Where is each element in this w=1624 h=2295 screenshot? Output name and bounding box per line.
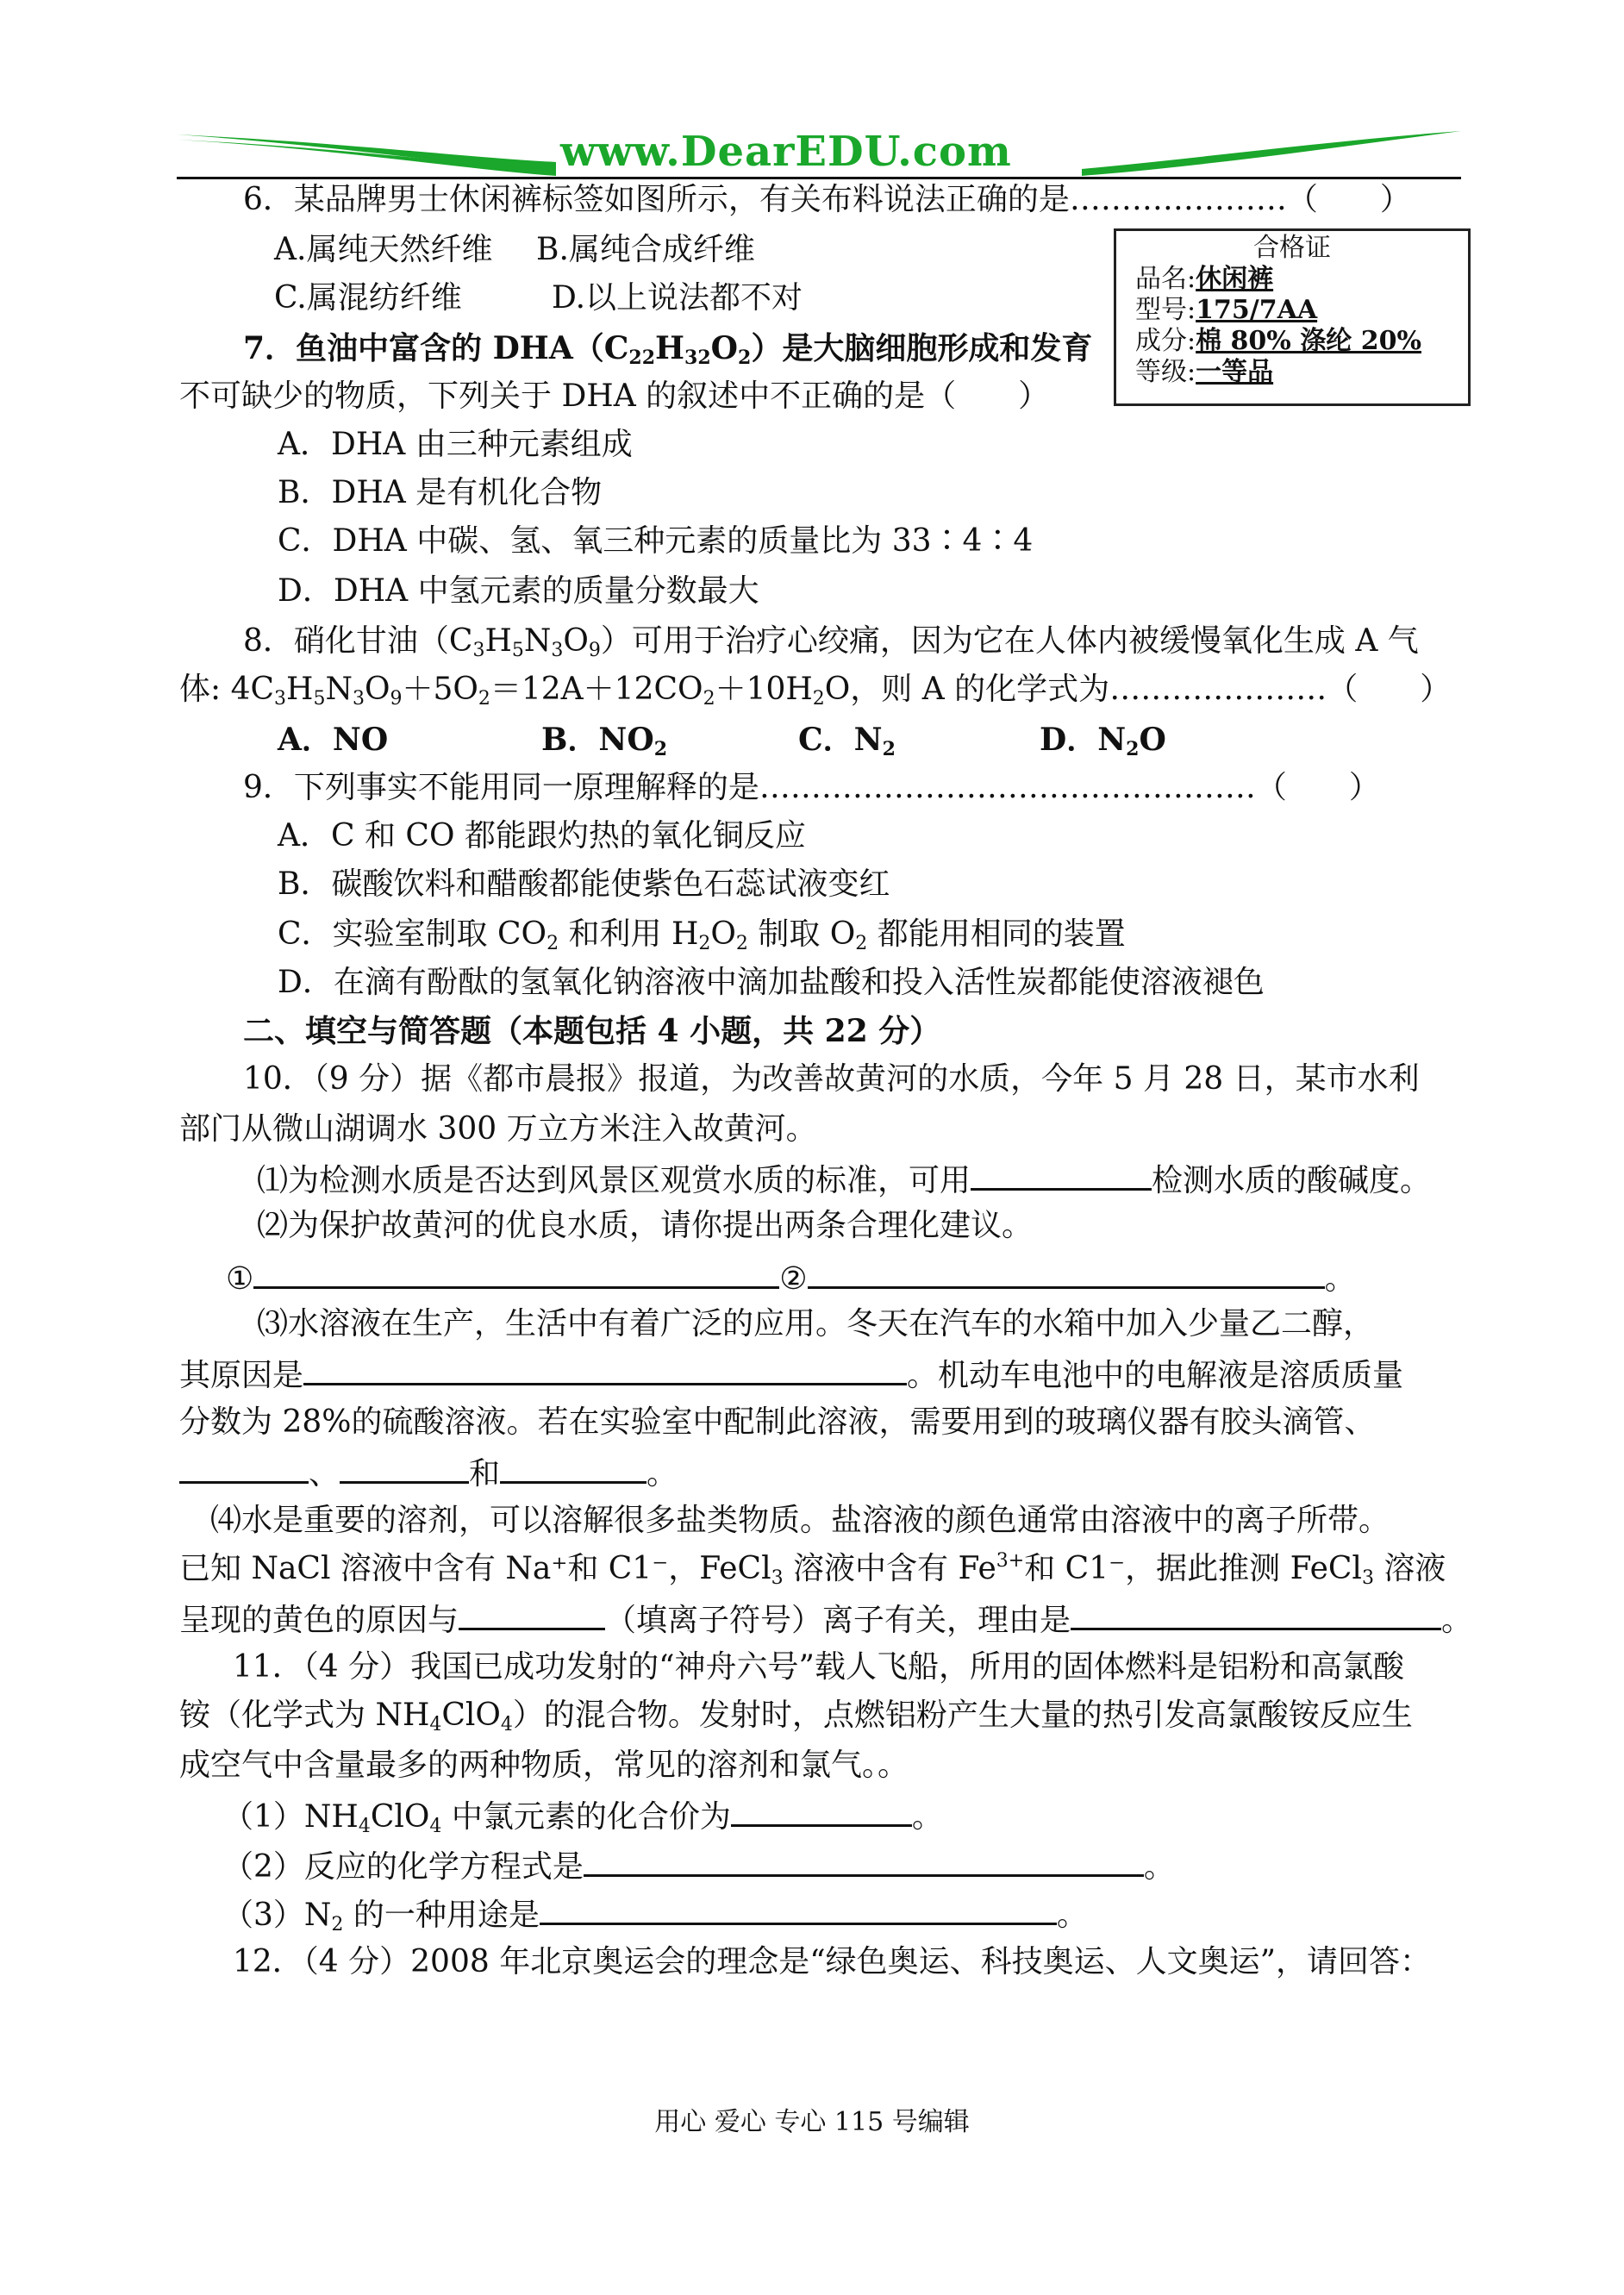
q10-part-3-line-2: 其原因是 。机动车电池中的电解液是溶质质量 xyxy=(179,1352,1403,1397)
q11-blank-valence[interactable] xyxy=(731,1793,912,1827)
q7-option-a: A．DHA 由三种元素组成 xyxy=(278,427,633,462)
q10-blank-suggestion-2[interactable] xyxy=(808,1255,1325,1289)
q12-stem: 12．（4 分）2008 年北京奥运会的理念是“绿色奥运、科技奥运、人文奥运”，请回答： xyxy=(233,1944,1432,1979)
q10-blank-ph-tool[interactable] xyxy=(971,1157,1152,1191)
q8-option-b: B．$NO_2$ xyxy=(541,722,668,760)
q7-stem: 7．鱼油中富含的 $DHA(C_{22}H_{32}O_2)$是大脑细胞形成和发育 xyxy=(243,330,1093,369)
q11-stem: 11．（4 分）我国已成功发射的“神舟六号”载人飞船，所用的固体燃料是铝粉和高氯酸 xyxy=(233,1649,1404,1685)
q7-option-c: C．DHA 中碳、氢、氧三种元素的质量比为 33∶4∶4 xyxy=(278,523,1034,559)
q7-option-d: D．DHA 中氢元素的质量分数最大 xyxy=(278,573,759,609)
q10-part-2: ⑵为保护故黄河的优良水质，请你提出两条合理化建议。 xyxy=(257,1208,1034,1243)
q7-stem-2: 不可缺少的物质，下列关于 DHA 的叙述中不正确的是（ ） xyxy=(179,378,1050,414)
q10-part-4-line-3: 呈现的黄色的原因与 （填离子符号）离子有关，理由是 。 xyxy=(179,1597,1472,1642)
q7-option-b: B．DHA 是有机化合物 xyxy=(278,475,603,510)
q11-blank-n2-use[interactable] xyxy=(540,1892,1057,1925)
q8-stem: 8．硝化甘油$(C_3H_5N_3O_9)$可用于治疗心绞痛，因为它在人体内被缓慢氧化生成 A 气 xyxy=(243,623,1419,661)
q10-stem-2: 部门从微山湖调水 300 万立方米注入故黄河。 xyxy=(179,1111,817,1147)
q6-option-c: C.属混纺纤维 xyxy=(274,280,462,316)
q10-blank-suggestion-1[interactable] xyxy=(253,1255,779,1289)
certificate-label xyxy=(1114,228,1471,406)
certificate-model: 型号:175/7AA xyxy=(1135,295,1318,325)
site-logo-text: www.DearEDU.com xyxy=(560,128,1012,176)
q10-suggestions: ① ② 。 xyxy=(226,1255,1356,1300)
q6-option-d: D.以上说法都不对 xyxy=(552,280,803,316)
q11-stem-3: 成空气中含量最多的两种物质，常见的溶剂和氯气。。 xyxy=(179,1748,909,1783)
q11-stem-2: 铵（化学式为 $NH_4ClO_4$）的混合物。发射时，点燃铝粉产生大量的热引发高氯酸铵反应生 xyxy=(179,1698,1413,1735)
q9-option-c: C．实验室制取 $CO_2$ 和利用 $H_2O_2$ 制取 $O_2$ 都能用相同的装置 xyxy=(278,916,1126,954)
q6-stem: 6．某品牌男士休闲裤标签如图所示，有关布料说法正确的是…………………（ ） xyxy=(243,182,1411,217)
q8-option-c: C．$N_2$ xyxy=(798,722,896,760)
q10-part-3-line-4: 、 和 。 xyxy=(179,1450,678,1495)
q10-stem: 10．（9 分）据《都市晨报》报道，为改善故黄河的水质，今年 5 月 28 日，某市水利 xyxy=(243,1061,1420,1097)
q6-option-b: B.属纯合成纤维 xyxy=(536,232,755,267)
certificate-title: 合格证 xyxy=(1253,233,1331,263)
certificate-name: 品名:休闲裤 xyxy=(1135,264,1274,294)
q11-part-3: $(3)N_2$ 的一种用途是 。 xyxy=(222,1892,1088,1936)
q10-blank-glassware-3[interactable] xyxy=(500,1450,646,1484)
q9-stem: 9．下列事实不能用同一原理解释的是…………………………………………（ ） xyxy=(243,770,1380,805)
q10-blank-reason-ion[interactable] xyxy=(1071,1597,1441,1630)
page-footer: 用心 爱心 专心 115 号编辑 xyxy=(654,2107,970,2137)
q11-part-2: （2）反应的化学方程式是 。 xyxy=(222,1843,1175,1888)
certificate-composition: 成分:棉 80% 涤纶 20% xyxy=(1135,326,1421,356)
q10-part-4: ⑷水是重要的溶剂，可以溶解很多盐类物质。盐溶液的颜色通常由溶液中的离子所带。 xyxy=(210,1503,1390,1538)
q8-option-d: D．$N_2O$ xyxy=(1040,722,1166,760)
q10-part-3: ⑶水溶液在生产，生活中有着广泛的应用。冬天在汽车的水箱中加入少量乙二醇， xyxy=(257,1306,1375,1341)
q10-part-4-line-2: 已知 NaCl 溶液中含有 Na⁺和 C1⁻，FeCl$_3$ 溶液中含有 $Fe^{3+}$和 C1⁻，据此推测 FeCl$_3$ 溶液 xyxy=(179,1550,1446,1589)
q11-part-1: $(1)NH_4ClO_4$ 中氯元素的化合价为 。 xyxy=(222,1793,943,1838)
q11-blank-equation[interactable] xyxy=(584,1843,1144,1877)
q10-blank-glassware-2[interactable] xyxy=(340,1450,469,1484)
q8-equation: 体: $4C_3H_5N_3O_9+5O_2=12A+12CO_2+10H_2O$，则 A 的化学式为…………………（ ） xyxy=(179,672,1452,710)
certificate-grade: 等级:一等品 xyxy=(1135,357,1274,387)
q10-part-1: ⑴为检测水质是否达到风景区观赏水质的标准，可用 检测水质的酸碱度。 xyxy=(257,1157,1431,1202)
q6-option-a: A.属纯天然纤维 xyxy=(274,232,493,267)
q10-blank-reason[interactable] xyxy=(303,1352,907,1385)
q9-option-d: D．在滴有酚酞的氢氧化钠溶液中滴加盐酸和投入活性炭都能使溶液褪色 xyxy=(278,965,1265,1000)
q9-option-a: A．C 和 CO 都能跟灼热的氧化铜反应 xyxy=(278,818,806,854)
q10-part-3-line-3: 分数为 28%的硫酸溶液。若在实验室中配制此溶液，需要用到的玻璃仪器有胶头滴管、 xyxy=(179,1404,1376,1440)
q8-option-a: A．NO xyxy=(278,722,389,758)
q10-blank-glassware-1[interactable] xyxy=(179,1450,309,1484)
section-2-title: 二、填空与简答题（本题包括 4 小题，共 22 分） xyxy=(243,1013,941,1049)
q9-option-b: B．碳酸饮料和醋酸都能使紫色石蕊试液变红 xyxy=(278,866,890,902)
q10-blank-ion[interactable] xyxy=(459,1597,605,1630)
